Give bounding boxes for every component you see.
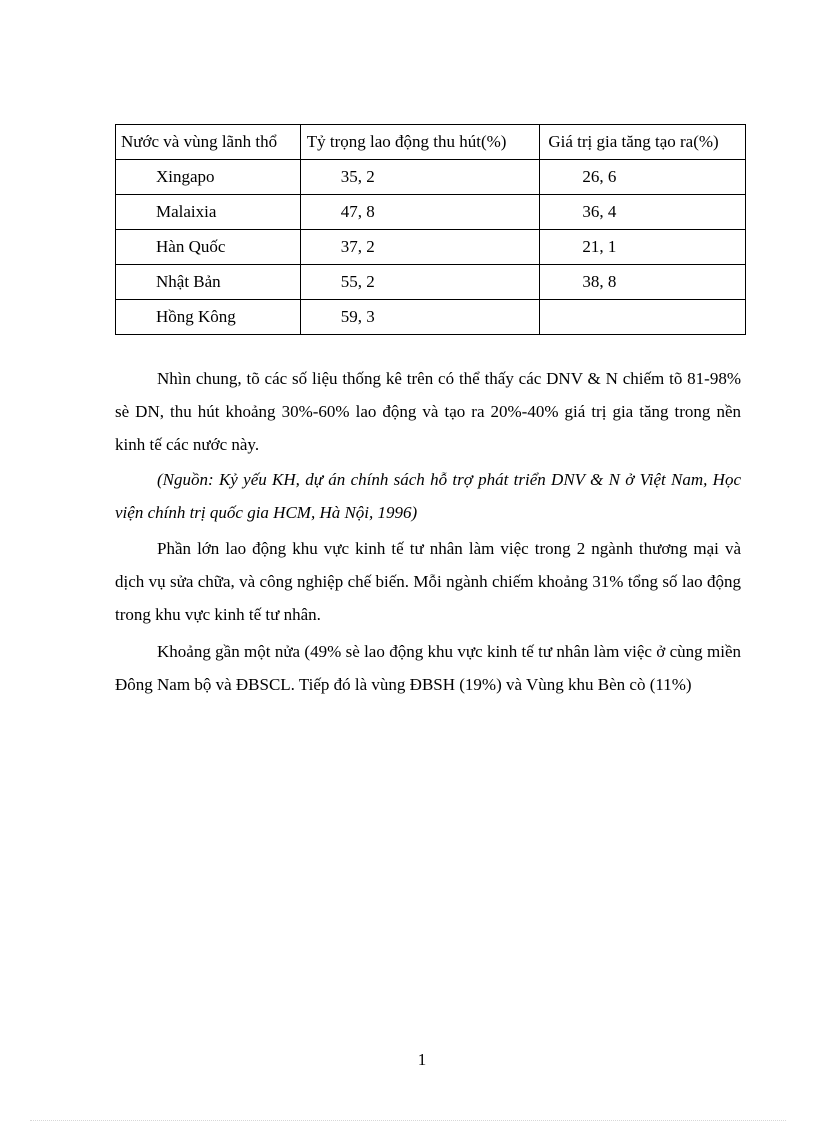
statistics-table <box>115 124 746 335</box>
header-labor-share: Tỷ trọng lao động thu hút(%) <box>300 125 540 160</box>
cell-labor: 37, 2 <box>300 230 540 265</box>
cell-country: Hàn Quốc <box>116 230 301 265</box>
cell-labor: 55, 2 <box>300 265 540 300</box>
cell-country: Hồng Kông <box>116 300 301 335</box>
cell-value: 21, 1 <box>540 230 746 265</box>
cell-country: Malaixia <box>116 195 301 230</box>
cell-labor: 47, 8 <box>300 195 540 230</box>
page-number: 1 <box>417 1050 427 1069</box>
cell-labor: 59, 3 <box>300 300 540 335</box>
table-row <box>116 195 746 230</box>
paragraph-labor-regions: Khoảng gần một nửa (49% sè lao động khu vực kinh tế tư nhân làm việc ở cùng miền Đông Nam bộ và ĐBSCL. Tiếp đó là vùng ĐBSH (19%) và Vùng khu Bèn cò (11%) <box>115 642 741 694</box>
cell-labor: 35, 2 <box>300 160 540 195</box>
paragraph-summary: Nhìn chung, tõ các số liệu thống kê trên có thể thấy các DNV & N chiếm tõ 81-98% sè DN, thu hút khoảng 30%-60% lao động và tạo ra 20%-40% giá trị gia tăng trong nền kinh tế các nước này. <box>115 369 741 454</box>
header-value-added: Giá trị gia tăng tạo ra(%) <box>540 125 746 160</box>
table-row <box>116 265 746 300</box>
cell-value: 38, 8 <box>540 265 746 300</box>
cell-value: 36, 4 <box>540 195 746 230</box>
cell-value <box>540 300 746 335</box>
header-country: Nước và vùng lãnh thổ <box>116 125 301 160</box>
table-row <box>116 230 746 265</box>
cell-country: Nhật Bản <box>116 265 301 300</box>
table-row <box>116 300 746 335</box>
table-row <box>116 160 746 195</box>
page-bottom-divider <box>30 1120 786 1121</box>
table-header-row <box>116 125 746 160</box>
paragraph-labor-sectors: Phần lớn lao động khu vực kinh tế tư nhân làm việc trong 2 ngành thương mại và dịch vụ sửa chữa, và công nghiệp chế biến. Mỗi ngành chiếm khoảng 31% tổng số lao động trong khu vực kinh tế tư nhân. <box>115 539 741 624</box>
source-citation: (Nguồn: Kỷ yếu KH, dự án chính sách hỗ trợ phát triển DNV & N ở Việt Nam, Học viện chính trị quốc gia HCM, Hà Nội, 1996) <box>115 470 741 522</box>
cell-value: 26, 6 <box>540 160 746 195</box>
cell-country: Xingapo <box>116 160 301 195</box>
